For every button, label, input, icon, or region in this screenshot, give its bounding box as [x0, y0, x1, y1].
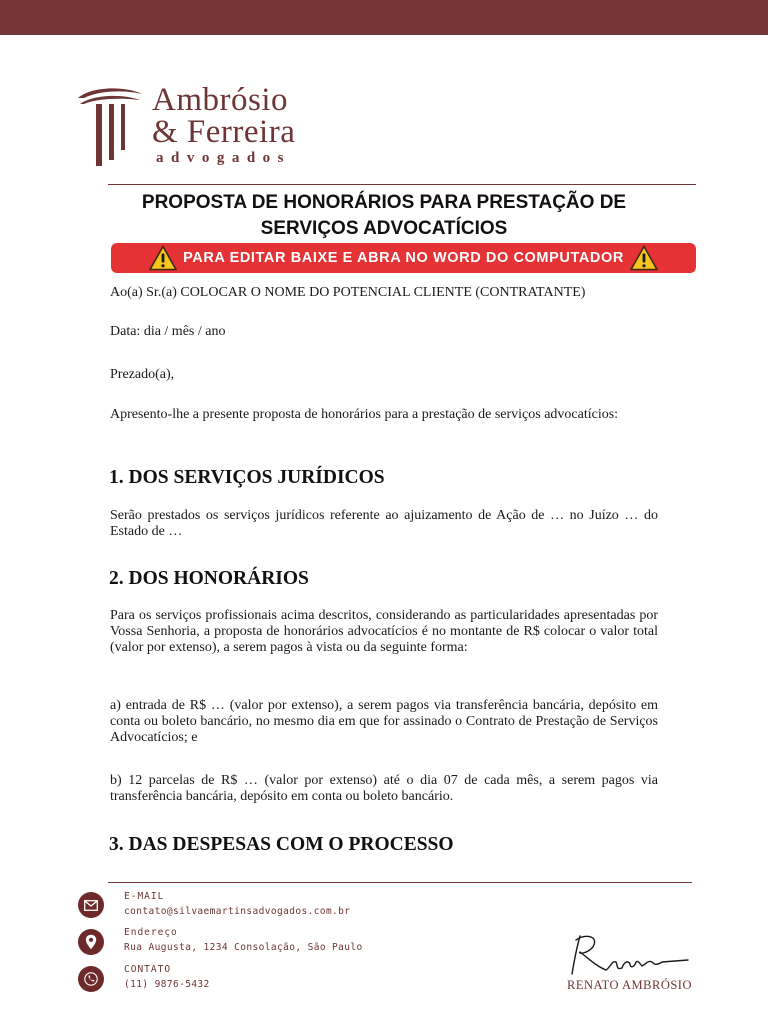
warning-icon	[630, 245, 658, 271]
email-label: E-MAIL	[124, 891, 165, 902]
date-line: Data: dia / mês / ano	[110, 324, 226, 339]
phone-icon	[78, 966, 104, 992]
section-2-paragraph: Para os serviços profissionais acima descritos, considerando as particularidades apresentadas por Vossa Senhoria, a proposta de honorários advocatícios é no montante de R$ colocar o valor total (valor por extenso), a serem pagos à vista ou da seguinte forma:	[110, 608, 658, 655]
footer-divider	[108, 882, 692, 883]
firm-logo	[76, 80, 346, 172]
address-label: Endereço	[124, 927, 178, 938]
intro-paragraph: Apresento-lhe a presente proposta de honorários para a prestação de serviços advocatícios:	[110, 407, 619, 422]
section-3-heading: 3. DAS DESPESAS COM O PROCESSO	[109, 834, 454, 855]
edit-warning-banner	[111, 243, 696, 273]
title-line-2: SERVIÇOS ADVOCATÍCIOS	[260, 218, 508, 239]
email-icon	[78, 892, 104, 918]
brand-subtitle: advogados	[156, 150, 292, 166]
section-2-heading: 2. DOS HONORÁRIOS	[109, 568, 309, 589]
greeting: Prezado(a),	[110, 367, 175, 382]
header-divider	[108, 184, 696, 185]
phone-value[interactable]: (11) 9876-5432	[124, 979, 210, 990]
phone-label: CONTATO	[124, 964, 172, 975]
banner-text: PARA EDITAR BAIXE E ABRA NO WORD DO COMPUTADOR	[183, 250, 624, 266]
column-logo-icon	[76, 84, 146, 168]
signer-name: RENATO AMBRÓSIO	[567, 978, 692, 992]
email-value[interactable]: contato@silvaemartinsadvogados.com.br	[124, 906, 351, 917]
address-value: Rua Augusta, 1234 Consolação, São Paulo	[124, 942, 363, 953]
brand-name-line1: Ambrósio	[152, 82, 288, 118]
warning-icon	[149, 245, 177, 271]
top-color-bar	[0, 0, 768, 35]
section-1-paragraph: Serão prestados os serviços jurídicos referente ao ajuizamento de Ação de … no Juízo … do Estado de …	[110, 508, 658, 539]
brand-name-line2: & Ferreira	[152, 114, 296, 150]
title-line-1: PROPOSTA DE HONORÁRIOS PARA PRESTAÇÃO DE	[141, 192, 627, 213]
handwritten-signature	[566, 930, 690, 978]
document-title	[108, 190, 660, 242]
section-1-heading: 1. DOS SERVIÇOS JURÍDICOS	[109, 467, 385, 488]
payment-item-b: b) 12 parcelas de R$ … (valor por extenso) até o dia 07 de cada mês, a serem pagos via transferência bancária, depósito em conta ou boleto bancário.	[110, 773, 658, 804]
payment-item-a: a) entrada de R$ … (valor por extenso), a serem pagos via transferência bancária, depósito em conta ou boleto bancário, no mesmo dia em que for assinado o Contrato de Prestação de Serviços Advocatícios; e	[110, 698, 658, 745]
location-pin-icon	[78, 929, 104, 955]
recipient-line: Ao(a) Sr.(a) COLOCAR O NOME DO POTENCIAL CLIENTE (CONTRATANTE)	[110, 285, 586, 300]
